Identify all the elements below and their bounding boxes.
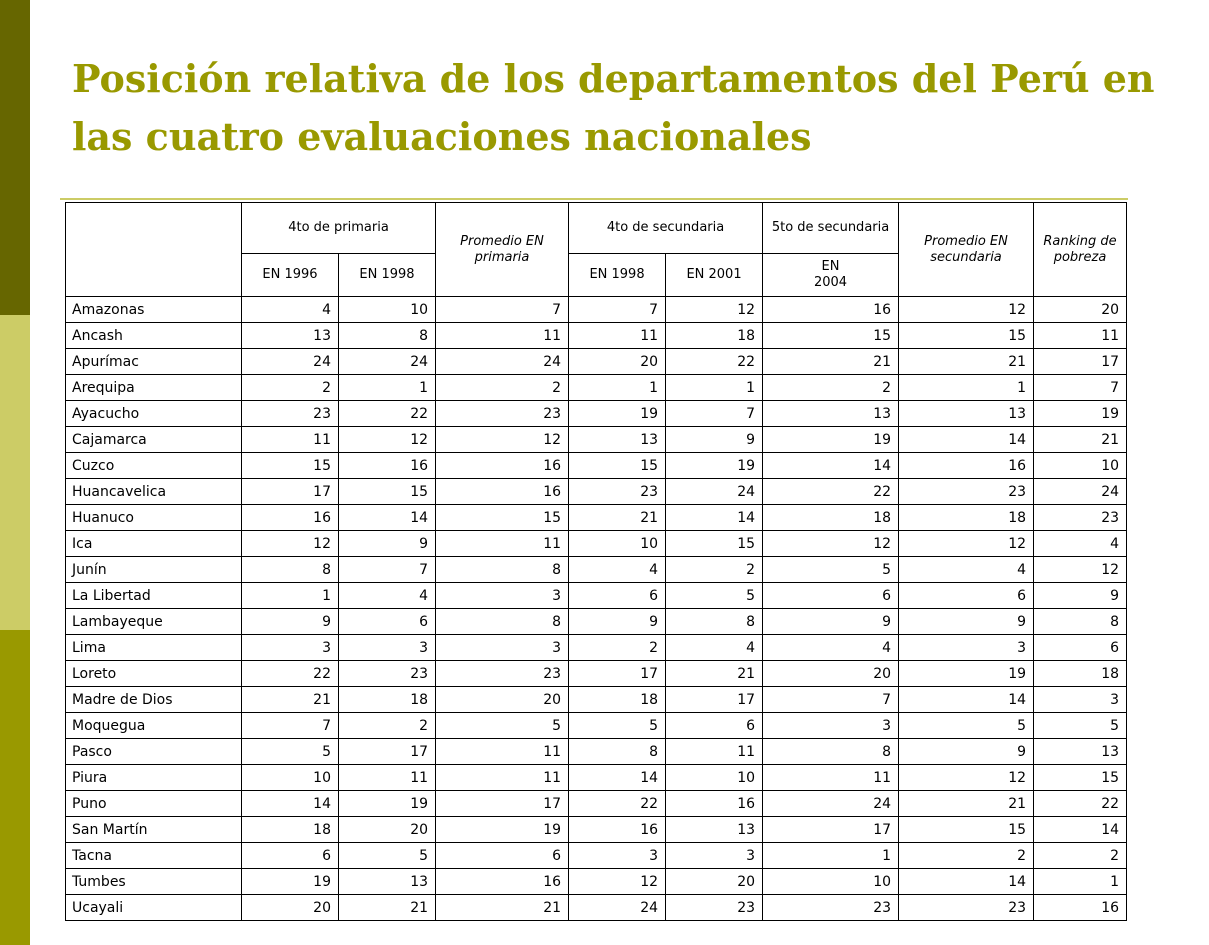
rank-cell: 18 [339,687,436,713]
rank-cell: 3 [569,843,666,869]
rank-cell: 21 [666,661,763,687]
rank-cell: 14 [242,791,339,817]
rank-cell: 16 [666,791,763,817]
rank-cell: 12 [242,531,339,557]
rank-cell: 17 [1034,349,1127,375]
header-5to-secundaria: 5to de secundaria [763,203,899,254]
rank-cell: 12 [1034,557,1127,583]
subheader-en-1998-primaria: EN 1998 [339,254,436,297]
rank-cell: 15 [1034,765,1127,791]
rank-cell: 6 [569,583,666,609]
rank-cell: 2 [436,375,569,401]
rank-cell: 19 [339,791,436,817]
table-row [66,635,1127,661]
rank-cell: 11 [242,427,339,453]
rank-cell: 4 [666,635,763,661]
rank-cell: 20 [339,817,436,843]
rank-cell: 15 [763,323,899,349]
table-row [66,895,1127,921]
rank-cell: 2 [339,713,436,739]
department-name: Apurímac [66,349,242,375]
rank-cell: 20 [666,869,763,895]
table-row [66,609,1127,635]
table-row [66,817,1127,843]
rank-cell: 12 [763,531,899,557]
rank-cell: 19 [763,427,899,453]
rank-cell: 5 [1034,713,1127,739]
rank-cell: 7 [436,297,569,323]
rank-cell: 11 [339,765,436,791]
header-ranking-pobreza: Ranking de pobreza [1034,203,1127,297]
header-department [66,203,242,297]
rank-cell: 3 [436,635,569,661]
rank-cell: 4 [569,557,666,583]
rank-cell: 21 [1034,427,1127,453]
rank-cell: 14 [1034,817,1127,843]
table-row [66,531,1127,557]
rank-cell: 24 [339,349,436,375]
rank-cell: 11 [436,323,569,349]
rank-cell: 7 [339,557,436,583]
rank-cell: 1 [242,583,339,609]
header-4to-secundaria: 4to de secundaria [569,203,763,254]
rank-cell: 7 [569,297,666,323]
rank-cell: 1 [763,843,899,869]
rank-cell: 17 [436,791,569,817]
department-name: Cajamarca [66,427,242,453]
rank-cell: 16 [763,297,899,323]
table-row [66,713,1127,739]
rank-cell: 12 [666,297,763,323]
rank-cell: 10 [569,531,666,557]
rank-cell: 14 [899,427,1034,453]
department-name: Arequipa [66,375,242,401]
rank-cell: 18 [666,323,763,349]
subheader-en-2004: EN 2004 [763,254,899,297]
rank-cell: 5 [569,713,666,739]
rank-cell: 18 [242,817,339,843]
subheader-en-1996: EN 1996 [242,254,339,297]
table-row [66,427,1127,453]
rank-cell: 9 [666,427,763,453]
rank-cell: 11 [569,323,666,349]
rank-cell: 5 [242,739,339,765]
department-name: Ucayali [66,895,242,921]
rank-cell: 19 [1034,401,1127,427]
rank-cell: 22 [666,349,763,375]
table-row [66,791,1127,817]
rank-cell: 24 [763,791,899,817]
rank-cell: 3 [1034,687,1127,713]
rank-cell: 20 [1034,297,1127,323]
rank-cell: 24 [666,479,763,505]
rank-cell: 7 [1034,375,1127,401]
ranking-table [65,202,1127,921]
rank-cell: 16 [569,817,666,843]
header-4to-primaria: 4to de primaria [242,203,436,254]
header-promedio-primaria: Promedio EN primaria [436,203,569,297]
rank-cell: 16 [1034,895,1127,921]
rank-cell: 8 [436,557,569,583]
table-row [66,843,1127,869]
table-row [66,687,1127,713]
rank-cell: 8 [242,557,339,583]
rank-cell: 10 [339,297,436,323]
rank-cell: 13 [242,323,339,349]
rank-cell: 18 [899,505,1034,531]
rank-cell: 19 [569,401,666,427]
rank-cell: 11 [666,739,763,765]
rank-cell: 6 [763,583,899,609]
rank-cell: 4 [339,583,436,609]
table-row [66,349,1127,375]
rank-cell: 15 [666,531,763,557]
rank-cell: 22 [763,479,899,505]
department-name: Lambayeque [66,609,242,635]
rank-cell: 8 [569,739,666,765]
rank-cell: 3 [666,843,763,869]
rank-cell: 21 [436,895,569,921]
rank-cell: 23 [436,401,569,427]
table-body [66,297,1127,921]
rank-cell: 6 [1034,635,1127,661]
rank-cell: 14 [339,505,436,531]
rank-cell: 12 [436,427,569,453]
rank-cell: 17 [242,479,339,505]
table-row [66,583,1127,609]
rank-cell: 22 [242,661,339,687]
rank-cell: 1 [666,375,763,401]
slide-title: Posición relativa de los departamentos del Perú en las cuatro evaluaciones nacionales [72,56,1155,159]
department-name: Tumbes [66,869,242,895]
rank-cell: 1 [569,375,666,401]
rank-cell: 19 [242,869,339,895]
rank-cell: 16 [436,869,569,895]
table-row [66,479,1127,505]
rank-cell: 16 [436,479,569,505]
rank-cell: 24 [569,895,666,921]
department-name: Huanuco [66,505,242,531]
accent-stripe-bottom [0,630,30,945]
rank-cell: 5 [763,557,899,583]
rank-cell: 13 [1034,739,1127,765]
rank-cell: 1 [1034,869,1127,895]
rank-cell: 24 [242,349,339,375]
rank-cell: 11 [436,739,569,765]
rank-cell: 16 [242,505,339,531]
rank-cell: 2 [899,843,1034,869]
accent-stripe-top [0,0,30,315]
rank-cell: 19 [666,453,763,479]
rank-cell: 15 [339,479,436,505]
rank-cell: 12 [339,427,436,453]
rank-cell: 23 [569,479,666,505]
rank-cell: 7 [242,713,339,739]
rank-cell: 3 [242,635,339,661]
rank-cell: 15 [569,453,666,479]
rank-cell: 23 [666,895,763,921]
rank-cell: 2 [569,635,666,661]
rank-cell: 13 [666,817,763,843]
department-name: Madre de Dios [66,687,242,713]
rank-cell: 14 [569,765,666,791]
department-name: Loreto [66,661,242,687]
rank-cell: 2 [666,557,763,583]
rank-cell: 7 [763,687,899,713]
rank-cell: 13 [899,401,1034,427]
department-name: Pasco [66,739,242,765]
rank-cell: 1 [899,375,1034,401]
header-promedio-secundaria: Promedio EN secundaria [899,203,1034,297]
rank-cell: 18 [1034,661,1127,687]
subheader-en-1998-secundaria: EN 1998 [569,254,666,297]
rank-cell: 9 [242,609,339,635]
rank-cell: 11 [436,531,569,557]
rank-cell: 7 [666,401,763,427]
rank-cell: 16 [339,453,436,479]
table-row [66,869,1127,895]
department-name: Ayacucho [66,401,242,427]
rank-cell: 6 [899,583,1034,609]
rank-cell: 17 [666,687,763,713]
accent-stripe-middle [0,315,30,630]
rank-cell: 18 [569,687,666,713]
rank-cell: 22 [1034,791,1127,817]
department-name: Cuzco [66,453,242,479]
rank-cell: 20 [242,895,339,921]
rank-cell: 5 [899,713,1034,739]
rank-cell: 3 [339,635,436,661]
rank-cell: 8 [1034,609,1127,635]
rank-cell: 9 [899,739,1034,765]
rank-cell: 14 [899,687,1034,713]
rank-cell: 6 [666,713,763,739]
rank-cell: 14 [899,869,1034,895]
rank-cell: 12 [899,531,1034,557]
rank-cell: 4 [899,557,1034,583]
table-row [66,557,1127,583]
table-row [66,323,1127,349]
rank-cell: 17 [339,739,436,765]
rank-cell: 17 [763,817,899,843]
rank-cell: 21 [242,687,339,713]
table-row [66,401,1127,427]
rank-cell: 23 [436,661,569,687]
department-name: Moquegua [66,713,242,739]
rank-cell: 6 [436,843,569,869]
department-name: Puno [66,791,242,817]
rank-cell: 10 [763,869,899,895]
rank-cell: 9 [1034,583,1127,609]
table-row [66,765,1127,791]
table-row [66,505,1127,531]
rank-cell: 19 [899,661,1034,687]
rank-cell: 8 [763,739,899,765]
rank-cell: 11 [436,765,569,791]
rank-cell: 21 [763,349,899,375]
department-name: La Libertad [66,583,242,609]
rank-cell: 11 [763,765,899,791]
rank-cell: 23 [899,479,1034,505]
rank-cell: 16 [899,453,1034,479]
department-name: San Martín [66,817,242,843]
rank-cell: 2 [242,375,339,401]
rank-cell: 15 [242,453,339,479]
rank-cell: 23 [763,895,899,921]
department-name: Ica [66,531,242,557]
rank-cell: 16 [436,453,569,479]
rank-cell: 23 [1034,505,1127,531]
rank-cell: 12 [569,869,666,895]
table-row [66,375,1127,401]
rank-cell: 9 [899,609,1034,635]
rank-cell: 4 [1034,531,1127,557]
table-row [66,453,1127,479]
department-name: Junín [66,557,242,583]
rank-cell: 19 [436,817,569,843]
rank-cell: 11 [1034,323,1127,349]
rank-cell: 21 [899,349,1034,375]
table-row [66,297,1127,323]
rank-cell: 15 [899,323,1034,349]
rank-cell: 3 [763,713,899,739]
subheader-en-2001: EN 2001 [666,254,763,297]
rank-cell: 9 [339,531,436,557]
rank-cell: 1 [339,375,436,401]
rank-cell: 10 [242,765,339,791]
rank-cell: 21 [899,791,1034,817]
title-divider [60,198,1128,200]
rank-cell: 8 [666,609,763,635]
rank-cell: 24 [436,349,569,375]
rank-cell: 3 [899,635,1034,661]
rank-cell: 5 [436,713,569,739]
rank-cell: 18 [763,505,899,531]
rank-cell: 9 [763,609,899,635]
rank-cell: 15 [899,817,1034,843]
rank-cell: 10 [1034,453,1127,479]
rank-cell: 6 [242,843,339,869]
rank-cell: 12 [899,765,1034,791]
rank-cell: 8 [436,609,569,635]
rank-cell: 23 [339,661,436,687]
rank-cell: 13 [763,401,899,427]
rank-cell: 17 [569,661,666,687]
rank-cell: 23 [899,895,1034,921]
rank-cell: 5 [339,843,436,869]
rank-cell: 13 [569,427,666,453]
rank-cell: 4 [763,635,899,661]
table-row [66,661,1127,687]
rank-cell: 20 [569,349,666,375]
rank-cell: 20 [763,661,899,687]
rank-cell: 3 [436,583,569,609]
department-name: Amazonas [66,297,242,323]
rank-cell: 6 [339,609,436,635]
rank-cell: 21 [339,895,436,921]
rank-cell: 22 [569,791,666,817]
rank-cell: 24 [1034,479,1127,505]
rank-cell: 14 [666,505,763,531]
rank-cell: 12 [899,297,1034,323]
rank-cell: 15 [436,505,569,531]
rank-cell: 2 [1034,843,1127,869]
rank-cell: 5 [666,583,763,609]
rank-cell: 8 [339,323,436,349]
department-name: Huancavelica [66,479,242,505]
rank-cell: 20 [436,687,569,713]
rank-cell: 21 [569,505,666,531]
table-row [66,739,1127,765]
department-name: Ancash [66,323,242,349]
rank-cell: 13 [339,869,436,895]
rank-cell: 4 [242,297,339,323]
rank-cell: 14 [763,453,899,479]
rank-cell: 22 [339,401,436,427]
rank-cell: 2 [763,375,899,401]
department-name: Tacna [66,843,242,869]
rank-cell: 10 [666,765,763,791]
department-name: Lima [66,635,242,661]
department-name: Piura [66,765,242,791]
rank-cell: 9 [569,609,666,635]
rank-cell: 23 [242,401,339,427]
